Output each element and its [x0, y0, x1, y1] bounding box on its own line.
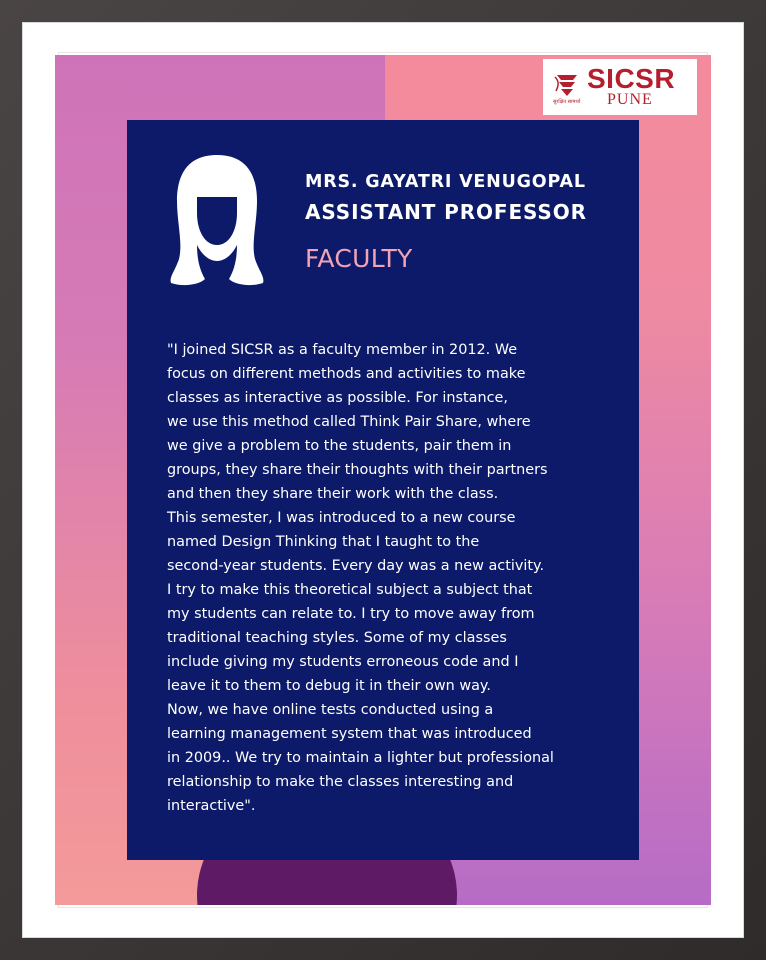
quote-line: leave it to them to debug it in their own way. — [167, 678, 491, 694]
faculty-category: FACULTY — [305, 244, 413, 273]
quote-line: second-year students. Every day was a new activity. — [167, 558, 545, 574]
logo-name: SICSR — [587, 63, 676, 94]
logo-tagline: सुरक्षित सामर्थ्य — [553, 99, 581, 105]
quote-line: groups, they share their thoughts with their partners — [167, 462, 548, 478]
woman-avatar-icon — [167, 153, 267, 286]
quote-line: named Design Thinking that I taught to the — [167, 534, 480, 550]
quote-line: interactive". — [167, 798, 256, 814]
sicsr-logo — [543, 59, 697, 115]
quote-line: classes as interactive as possible. For instance, — [167, 390, 508, 406]
logo-city: PUNE — [607, 91, 653, 108]
quote-line: "I joined SICSR as a faculty member in 2012. We — [167, 342, 518, 358]
quote-line: and then they share their work with the class. — [167, 486, 499, 502]
quote-line: in 2009.. We try to maintain a lighter but professional — [167, 750, 554, 766]
quote-line: include giving my students erroneous code and I — [167, 654, 519, 670]
faculty-name: MRS. GAYATRI VENUGOPAL — [305, 172, 586, 192]
profile-card — [127, 120, 639, 860]
quote-line: I try to make this theoretical subject a subject that — [167, 582, 533, 598]
poster — [55, 55, 711, 905]
quote-line: Now, we have online tests conducted using a — [167, 702, 494, 718]
quote-line: This semester, I was introduced to a new course — [167, 510, 516, 526]
quote-line: learning management system that was introduced — [167, 726, 532, 742]
testimonial-quote — [167, 338, 627, 818]
quote-line: we give a problem to the students, pair them in — [167, 438, 512, 454]
quote-line: traditional teaching styles. Some of my classes — [167, 630, 507, 646]
quote-line: my students can relate to. I try to move away from — [167, 606, 535, 622]
quote-line: relationship to make the classes interesting and — [167, 774, 514, 790]
quote-line: we use this method called Think Pair Share, where — [167, 414, 531, 430]
quote-line: focus on different methods and activities to make — [167, 366, 526, 382]
faculty-title: ASSISTANT PROFESSOR — [305, 200, 587, 224]
sicsr-emblem-icon — [553, 71, 581, 97]
